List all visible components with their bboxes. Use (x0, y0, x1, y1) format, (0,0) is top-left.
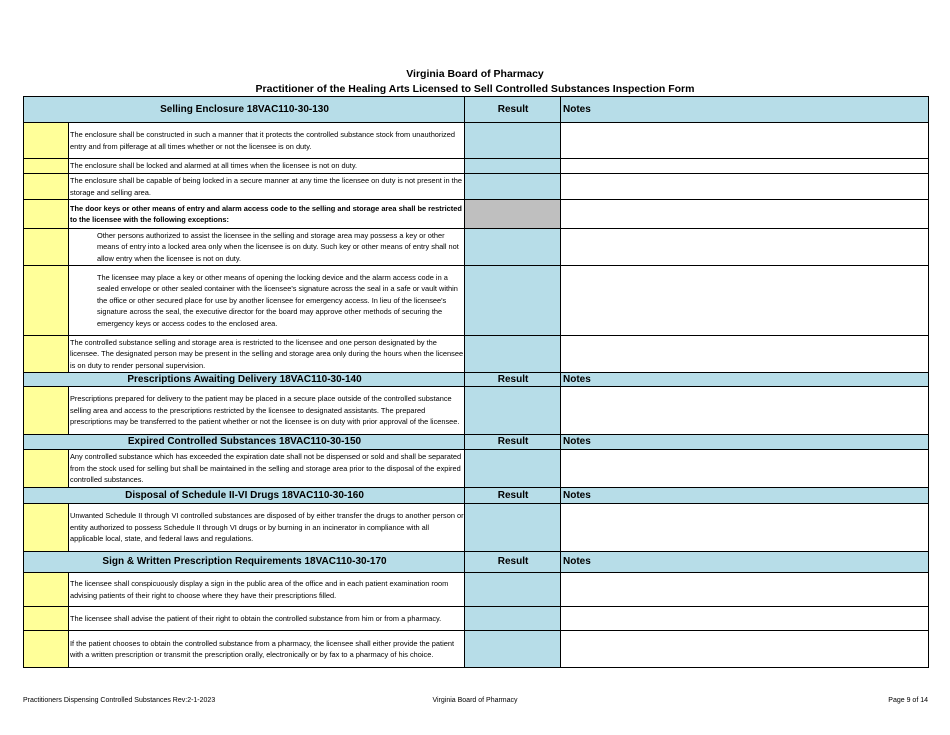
requirement-text: The controlled substance selling and storage area is restricted to the licensee and one person designated by the licensee. The designated person may be present in the selling and storage area only during the hours when the licensee is on duty to render personal supervision. (69, 336, 465, 373)
inspection-table (23, 96, 929, 668)
item-marker-cell[interactable] (24, 336, 69, 373)
result-column-header: Result (465, 373, 561, 387)
requirement-text: The door keys or other means of entry and alarm access code to the selling and storage area shall be restricted to the licensee with the following exceptions: (69, 200, 465, 229)
result-cell[interactable] (465, 159, 561, 174)
notes-cell[interactable] (561, 229, 929, 266)
requirement-text: The licensee may place a key or other means of opening the locking device and the alarm access code in a sealed envelope or other sealed container with the licensee's signature across the seal in a safe or vault within the office or other secured place for use by another licensee for emergency access. In lieu of the licensee's signature across the seal, the executive director for the board may approve other methods of securing the emergency keys or access codes to the enclosed area. (69, 266, 465, 336)
result-cell[interactable] (465, 336, 561, 373)
checklist-row (24, 336, 929, 373)
notes-column-header: Notes (561, 435, 929, 450)
result-cell[interactable] (465, 450, 561, 488)
checklist-row (24, 573, 929, 607)
footer-revision: Practitioners Dispensing Controlled Substances Rev:2-1-2023 (23, 697, 216, 704)
requirement-text: The licensee shall conspicuously display a sign in the public area of the office and in each patient examination room advising patients of their right to choose where they have their prescriptions filled. (69, 573, 465, 607)
item-marker-cell[interactable] (24, 573, 69, 607)
checklist-row (24, 631, 929, 668)
checklist-row (24, 174, 929, 200)
result-cell[interactable] (465, 387, 561, 435)
requirement-text: Any controlled substance which has exceeded the expiration date shall not be dispensed or sold and shall be separated from the stock used for selling but shall be maintained in the selling and storage area prior to the disposal of the expired controlled substances. (69, 450, 465, 488)
item-marker-cell[interactable] (24, 174, 69, 200)
item-marker-cell[interactable] (24, 504, 69, 552)
notes-cell[interactable] (561, 631, 929, 668)
result-cell[interactable] (465, 631, 561, 668)
result-cell[interactable] (465, 266, 561, 336)
section-title: Prescriptions Awaiting Delivery 18VAC110-30-140 (24, 373, 465, 387)
footer-page-number: Page 9 of 14 (888, 697, 928, 704)
result-column-header: Result (465, 552, 561, 573)
item-marker-cell[interactable] (24, 450, 69, 488)
notes-cell[interactable] (561, 607, 929, 631)
notes-cell[interactable] (561, 200, 929, 229)
notes-cell[interactable] (561, 573, 929, 607)
requirement-text: The enclosure shall be locked and alarmed at all times when the licensee is not on duty. (69, 159, 465, 174)
notes-column-header: Notes (561, 552, 929, 573)
item-marker-cell[interactable] (24, 159, 69, 174)
item-marker-cell[interactable] (24, 631, 69, 668)
result-column-header: Result (465, 97, 561, 123)
item-marker-cell[interactable] (24, 387, 69, 435)
result-cell[interactable] (465, 229, 561, 266)
notes-cell[interactable] (561, 336, 929, 373)
checklist-row (24, 229, 929, 266)
checklist-row (24, 266, 929, 336)
requirement-text: The licensee shall advise the patient of their right to obtain the controlled substance from him or from a pharmacy. (69, 607, 465, 631)
requirement-text: The enclosure shall be capable of being locked in a secure manner at any time the licensee on duty is not present in the storage and selling area. (69, 174, 465, 200)
section-title: Disposal of Schedule II-VI Drugs 18VAC110-30-160 (24, 488, 465, 504)
section-title: Selling Enclosure 18VAC110-30-130 (24, 97, 465, 123)
result-column-header: Result (465, 488, 561, 504)
notes-cell[interactable] (561, 450, 929, 488)
checklist-row (24, 607, 929, 631)
result-cell[interactable] (465, 504, 561, 552)
checklist-row (24, 200, 929, 229)
requirement-text: Prescriptions prepared for delivery to the patient may be placed in a secure place outside of the controlled substance selling area and access to the prescriptions restricted by the licensee to designated assistants. The prepared prescriptions may be transferred to the patient whether or not the licensee is on duty with prior approval of the licensee. (69, 387, 465, 435)
notes-cell[interactable] (561, 266, 929, 336)
result-cell[interactable] (465, 607, 561, 631)
notes-cell[interactable] (561, 123, 929, 159)
form-title: Practitioner of the Healing Arts Licensed to Sell Controlled Substances Inspection Form (255, 83, 695, 95)
result-cell[interactable] (465, 573, 561, 607)
notes-cell[interactable] (561, 504, 929, 552)
checklist-row (24, 387, 929, 435)
footer-org: Virginia Board of Pharmacy (432, 697, 518, 704)
checklist-row (24, 123, 929, 159)
page-title-org: Virginia Board of Pharmacy (406, 68, 544, 80)
requirement-text: The enclosure shall be constructed in such a manner that it protects the controlled substance stock from unauthorized entry and from pilferage at all times whether or not the licensee is on duty. (69, 123, 465, 159)
requirement-text: If the patient chooses to obtain the controlled substance from a pharmacy, the licensee shall either provide the patient with a written prescription or transmit the prescription orally, electronically or by fax to a pharmacy of his choice. (69, 631, 465, 668)
item-marker-cell[interactable] (24, 266, 69, 336)
requirement-text: Other persons authorized to assist the licensee in the selling and storage area may possess a key or other means of entry into a locked area only when the licensee is on duty. Such key or other means of entry shall not allow entry when the licensee is not on duty. (69, 229, 465, 266)
section-header (24, 488, 929, 504)
result-cell[interactable] (465, 174, 561, 200)
notes-cell[interactable] (561, 159, 929, 174)
section-title: Expired Controlled Substances 18VAC110-30-150 (24, 435, 465, 450)
checklist-row (24, 450, 929, 488)
item-marker-cell[interactable] (24, 229, 69, 266)
section-header (24, 373, 929, 387)
checklist-row (24, 504, 929, 552)
notes-column-header: Notes (561, 97, 929, 123)
section-title: Sign & Written Prescription Requirements 18VAC110-30-170 (24, 552, 465, 573)
result-cell[interactable] (465, 123, 561, 159)
section-header (24, 552, 929, 573)
notes-column-header: Notes (561, 373, 929, 387)
section-header (24, 97, 929, 123)
item-marker-cell[interactable] (24, 200, 69, 229)
item-marker-cell[interactable] (24, 607, 69, 631)
result-column-header: Result (465, 435, 561, 450)
item-marker-cell[interactable] (24, 123, 69, 159)
notes-cell[interactable] (561, 387, 929, 435)
notes-cell[interactable] (561, 174, 929, 200)
result-cell (465, 200, 561, 229)
requirement-text: Unwanted Schedule II through VI controlled substances are disposed of by either transfer the drugs to another person or entity authorized to possess Schedule II through VI drugs or by burning in an incinerator in compliance with all applicable local, state, and federal laws and regulations. (69, 504, 465, 552)
checklist-row (24, 159, 929, 174)
section-header (24, 435, 929, 450)
notes-column-header: Notes (561, 488, 929, 504)
